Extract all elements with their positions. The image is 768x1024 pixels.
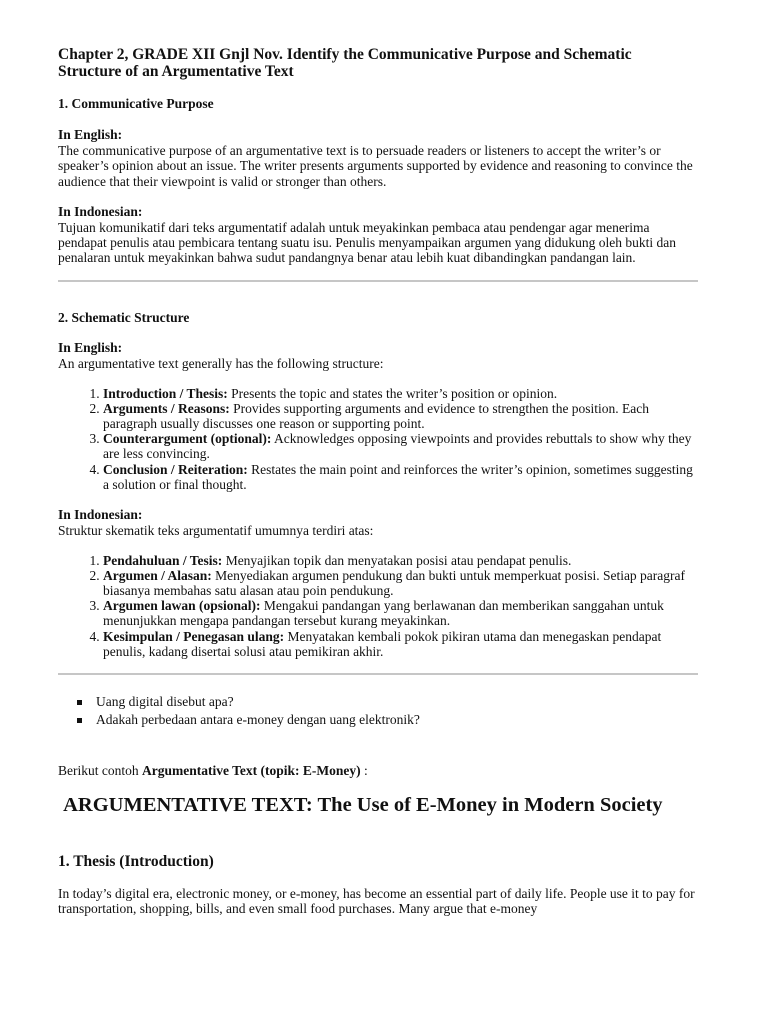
list-item-term: Argumen lawan (opsional): [103,598,261,614]
section2-indonesian-intro: Struktur skematik teks argumentatif umumnya terdiri atas: [58,522,374,538]
document-page [58,46,698,917]
list-item-term: Conclusion / Reiteration: [103,461,248,477]
list-item-desc: Menyediakan argumen pendukung dan bukti untuk memperkuat posisi. Setiap paragraf biasanya membahas satu alasan atau poin pendukung. [103,568,686,599]
english-structure-list [58,386,698,492]
section2-english-intro: An argumentative text generally has the following structure: [58,355,384,371]
list-item-desc: Menyajikan topik dan menyatakan posisi atau pendapat penulis. [222,553,572,569]
list-item-term: Argumen / Alasan: [103,568,212,584]
list-item-desc: Mengakui pandangan yang berlawanan dan memberikan sanggahan untuk menunjukkan mengapa pandangan tersebut kurang meyakinkan. [103,598,664,629]
list-item-desc: Acknowledges opposing viewpoints and provides rebuttals to show why they are less convincing. [103,431,692,462]
list-item-term: Introduction / Thesis: [103,386,228,402]
list-item-term: Kesimpulan / Penegasan ulang: [103,628,285,644]
list-item [103,553,698,568]
list-item [103,598,698,628]
list-item-desc: Provides supporting arguments and evidence to strengthen the position. Each paragraph usually discusses one reason or supporting point. [103,401,650,432]
list-item [103,629,698,659]
list-item-term: Counterargument (optional): [103,431,272,447]
list-item-term: Arguments / Reasons: [103,401,230,417]
thesis-heading: 1. Thesis (Introduction) [58,852,214,870]
section1-english-text: The communicative purpose of an argumentative text is to persuade readers or listeners to accept the writer’s or speaker’s opinion about an issue. The writer presents arguments supported by evidence and reasoning to convince the audience that their viewpoint is valid or stronger than others. [58,143,693,189]
question-item: Adakah perbedaan antara e-money dengan uang elektronik? [96,711,698,729]
question-list [58,693,698,729]
example-suffix: : [360,762,368,778]
example-prefix: Berikut contoh [58,762,142,778]
document-title: Chapter 2, GRADE XII Gnjl Nov. Identify the Communicative Purpose and Schematic Structure of an Argumentative Text [58,46,632,80]
section1-indonesian-label: In Indonesian: [58,203,143,219]
thesis-text: In today’s digital era, electronic money, or e-money, has become an essential part of daily life. People use it to pay for transportation, shopping, bills, and even small food purchases. Many argue that e-money [58,885,695,917]
list-item [103,431,698,461]
question-item: Uang digital disebut apa? [96,693,698,711]
example-intro [58,763,698,778]
list-item [103,568,698,598]
list-item [103,401,698,431]
list-item-desc: Menyatakan kembali pokok pikiran utama dan menegaskan pendapat penulis, kadang disertai solusi atau pemikiran akhir. [103,628,662,659]
section2-indonesian-label: In Indonesian: [58,506,143,522]
section1-heading: 1. Communicative Purpose [58,96,214,111]
section2-heading: 2. Schematic Structure [58,309,190,325]
article-title: ARGUMENTATIVE TEXT: The Use of E-Money in Modern Society [58,793,663,816]
section2-english-label: In English: [58,339,123,355]
section1-english-label: In English: [58,127,123,142]
list-item-desc: Restates the main point and reinforces the writer’s opinion, sometimes suggesting a solution or final thought. [103,461,693,492]
list-item-desc: Presents the topic and states the writer’s position or opinion. [227,386,558,402]
list-item [103,462,698,492]
list-item [103,386,698,401]
indonesian-structure-list [58,553,698,659]
list-item-term: Pendahuluan / Tesis: [103,553,223,569]
section1-indonesian-text: Tujuan komunikatif dari teks argumentatif adalah untuk meyakinkan pembaca atau pendengar agar menerima pendapat penulis atau pembicara tentang suatu isu. Penulis menyampaikan argumen yang didukung oleh bukti dan penalaran untuk meyakinkan bahwa sudut pandangnya benar atau lebih kuat dibandingkan pandangan lain. [58,219,676,266]
example-topic: Argumentative Text (topik: E-Money) [142,762,361,778]
